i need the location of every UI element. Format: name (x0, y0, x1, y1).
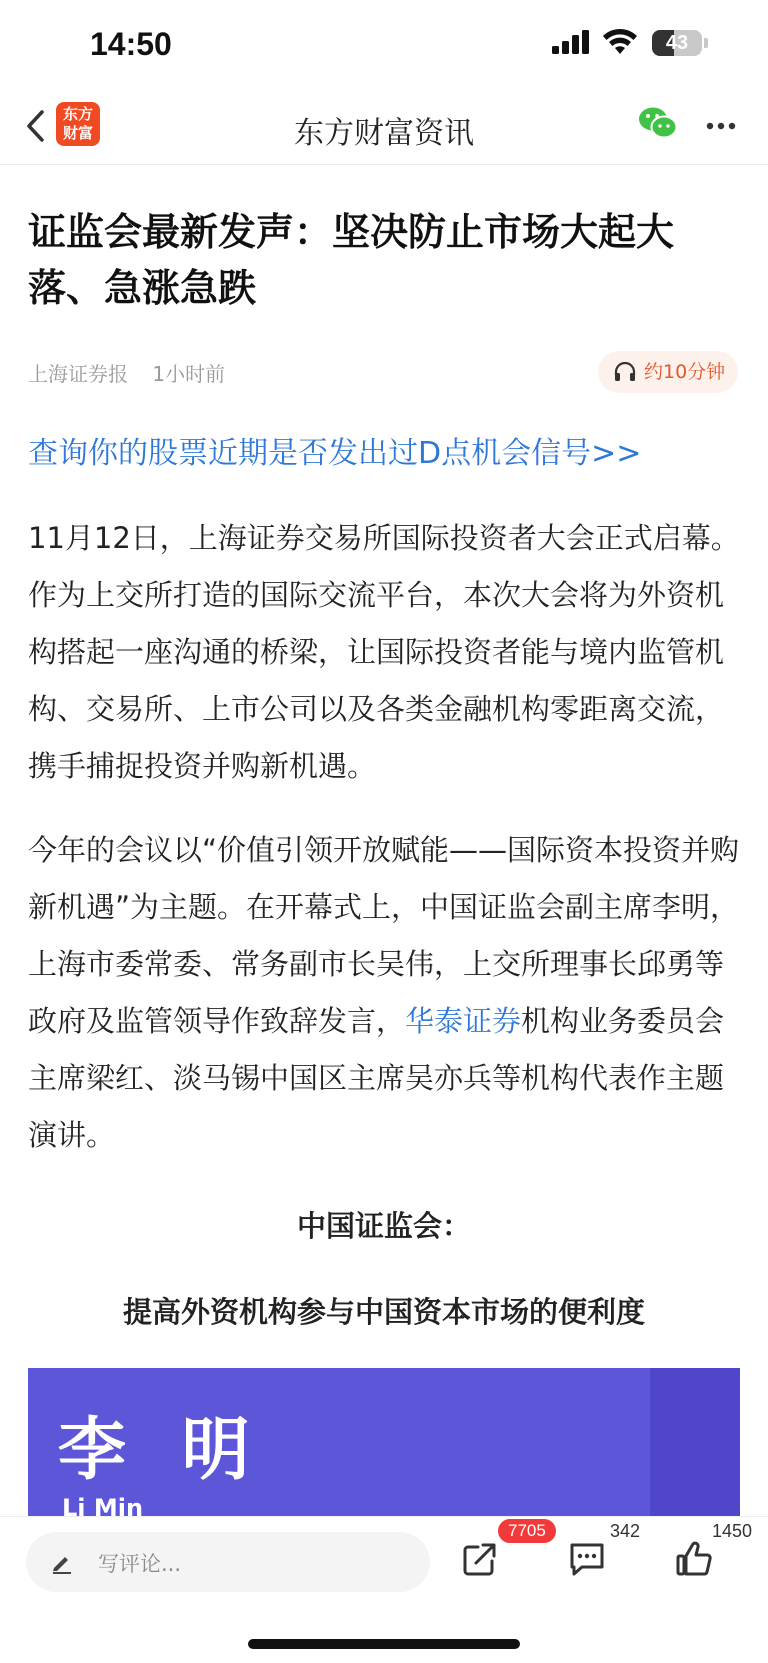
battery-tip (704, 38, 708, 48)
listen-button[interactable] (598, 351, 738, 393)
bottom-action-bar (0, 1516, 768, 1663)
cellular-signal-icon (552, 30, 592, 54)
listen-duration: 约10分钟 (644, 361, 726, 383)
nav-title: 东方财富资讯 (294, 116, 474, 151)
article-image[interactable] (28, 1368, 740, 1516)
nav-bar (0, 88, 768, 165)
home-indicator[interactable] (248, 1639, 520, 1649)
pencil-icon (50, 1550, 74, 1574)
like-thumb-icon[interactable] (676, 1541, 712, 1577)
article-meta (28, 358, 243, 387)
battery-percent: 43 (665, 32, 689, 54)
image-caption-pinyin: Li Min (62, 1494, 144, 1516)
image-backdrop-stripe (650, 1368, 740, 1516)
wifi-icon (602, 28, 638, 56)
headphones-icon (614, 362, 636, 382)
share-count-badge: 7705 (498, 1519, 556, 1543)
promo-link[interactable]: 查询你的股票近期是否发出过D点机会信号>> (28, 436, 642, 471)
article-paragraph-1: 11月12日，上海证券交易所国际投资者大会正式启幕。作为上交所打造的国际交流平台，本次大会将为外资机构搭起一座沟通的桥梁，让国际投资者能与境内监管机构、交易所、上市公司以及各类金融机构零距离交流，携手捕捉投资并购新机遇。 (28, 521, 740, 783)
section-heading-2: 提高外资机构参与中国资本市场的便利度 (122, 1295, 645, 1329)
article-source[interactable]: 上海证券报 (28, 362, 128, 386)
comment-input[interactable] (26, 1532, 430, 1592)
article-paragraph-2 (28, 822, 740, 1164)
more-options-icon[interactable] (706, 122, 736, 130)
comment-count: 342 (610, 1521, 641, 1541)
image-caption-name: 李 明 (58, 1411, 266, 1490)
article-time: 1小时前 (152, 362, 226, 386)
paragraph-2-text-b: 机构业务委员会主席梁红、淡马锡中国区主席吴亦兵等机构代表作主题演讲。 (28, 1004, 725, 1152)
status-time: 14:50 (90, 26, 172, 62)
article-title: 证监会最新发声：坚决防止市场大起大落、急涨急跌 (28, 210, 675, 310)
like-count: 1450 (712, 1521, 753, 1541)
app-logo: 东方财富 (56, 102, 100, 146)
share-icon[interactable] (462, 1541, 498, 1577)
status-bar (0, 0, 768, 88)
section-heading-1: 中国证监会： (296, 1209, 471, 1243)
comment-icon[interactable] (568, 1541, 606, 1577)
paragraph-2-text-a: 今年的会议以“价值引领开放赋能——国际资本投资并购新机遇”为主题。在开幕式上，中国证监会副主席李明，上海市委常委、常务副市长吴伟，上交所理事长邱勇等政府及监管领导作致辞发言， (28, 833, 740, 1038)
battery-icon (652, 30, 702, 56)
wechat-share-icon[interactable] (638, 106, 678, 140)
stock-link-huatai[interactable]: 华泰证券 (405, 1004, 522, 1038)
comment-placeholder: 写评论... (98, 1552, 182, 1576)
